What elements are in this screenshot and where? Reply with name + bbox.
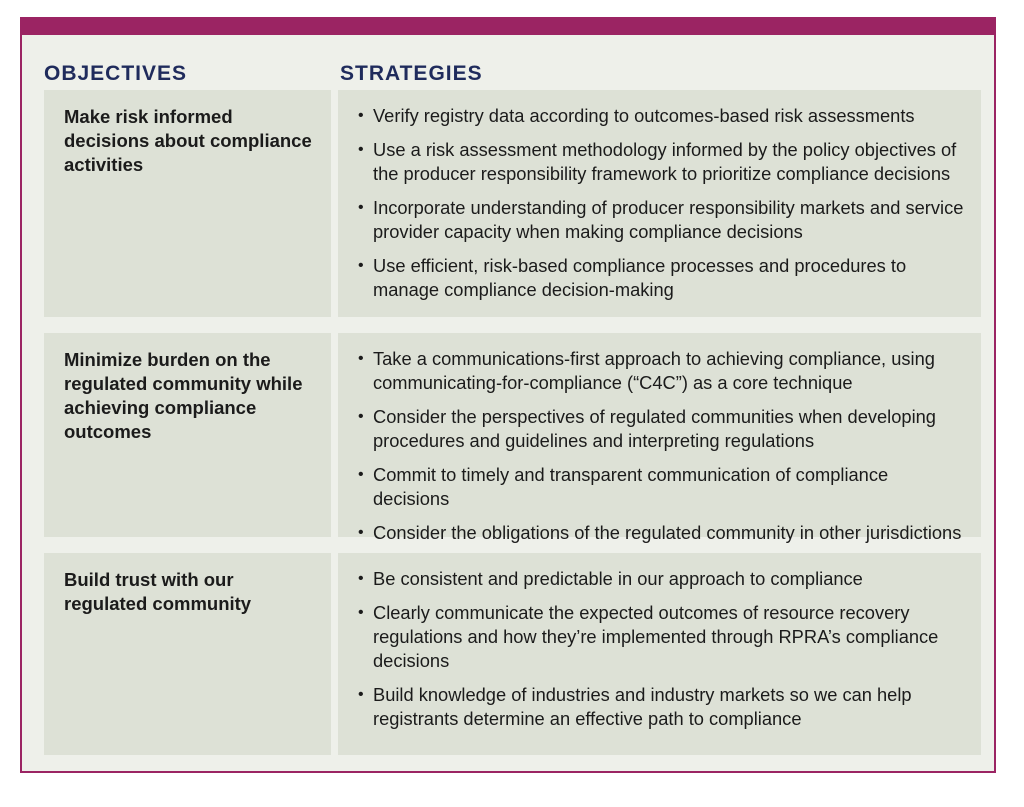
objectives-header: OBJECTIVES	[44, 62, 188, 85]
strategy-item: • Use efficient, risk-based compliance processes and procedures to manage compliance decision-making	[358, 255, 907, 300]
bullet-icon: •	[358, 604, 364, 621]
strategies-header: STRATEGIES	[340, 62, 483, 85]
strategy-item: • Be consistent and predictable in our approach to compliance	[358, 568, 863, 589]
strategy-item: • Build knowledge of industries and industry markets so we can help registrants determine an effective path to compliance	[358, 684, 912, 729]
accent-bar	[22, 19, 994, 35]
objectives-strategies-table	[20, 17, 996, 773]
objective-text: Make risk informed decisions about compliance activities	[64, 106, 312, 175]
objective-cell-1	[44, 90, 331, 317]
strategy-item: • Commit to timely and transparent communication of compliance decisions	[358, 464, 889, 509]
strategies-cell-3	[338, 553, 981, 755]
strategy-item: • Clearly communicate the expected outcomes of resource recovery regulations and how they’re implemented through RPRA’s compliance decisions	[358, 602, 939, 671]
bullet-icon: •	[358, 257, 364, 274]
strategy-list	[358, 347, 967, 545]
bullet-icon: •	[358, 408, 364, 425]
bullet-icon: •	[358, 466, 364, 483]
strategy-item: • Consider the perspectives of regulated communities when developing procedures and guidelines and interpreting regulations	[358, 406, 936, 451]
strategy-item: • Take a communications-first approach to achieving compliance, using communicating-for-compliance (“C4C”) as a core technique	[358, 348, 935, 393]
bullet-icon: •	[358, 350, 364, 367]
objective-cell-3	[44, 553, 331, 755]
strategies-cell-1	[338, 90, 981, 317]
strategy-item: • Verify registry data according to outcomes-based risk assessments	[358, 105, 915, 126]
bullet-icon: •	[358, 524, 364, 541]
objective-text: Build trust with our regulated community	[64, 569, 252, 614]
bullet-icon: •	[358, 570, 364, 587]
strategies-cell-2	[338, 333, 981, 543]
bullet-icon: •	[358, 686, 364, 703]
strategy-list	[358, 104, 967, 302]
bullet-icon: •	[358, 141, 364, 158]
bullet-icon: •	[358, 199, 364, 216]
strategy-list	[358, 567, 967, 731]
objective-cell-2	[44, 333, 331, 537]
strategy-item: • Consider the obligations of the regulated community in other jurisdictions	[358, 522, 962, 543]
objective-text: Minimize burden on the regulated community while achieving compliance outcomes	[64, 349, 303, 442]
strategy-item: • Incorporate understanding of producer responsibility markets and service provider capacity when making compliance decisions	[358, 197, 964, 242]
bullet-icon: •	[358, 107, 364, 124]
strategy-item: • Use a risk assessment methodology informed by the policy objectives of the producer responsibility framework to prioritize compliance decisions	[358, 139, 957, 184]
